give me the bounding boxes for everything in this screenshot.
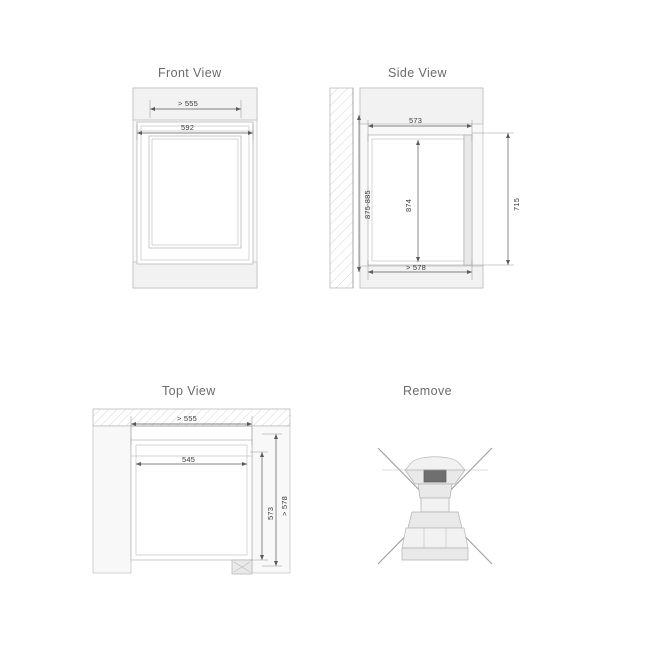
top-depth-label: 573	[266, 506, 275, 520]
front-view-title: Front View	[158, 66, 222, 80]
side-depth-bottom-label: > 578	[406, 263, 426, 272]
remove-title: Remove	[403, 384, 452, 398]
top-view-title: Top View	[162, 384, 216, 398]
side-view-title: Side View	[388, 66, 447, 80]
top-opening-width-label: > 555	[177, 414, 197, 423]
top-inner-width-label: 545	[182, 455, 196, 464]
front-opening-width-label: > 555	[178, 99, 198, 108]
side-height-range-label: 875-885	[363, 190, 372, 219]
side-outer-height-label: 715	[512, 197, 521, 211]
top-depth-min-label: > 578	[280, 496, 289, 516]
front-cabinet-width-label: 592	[181, 123, 195, 132]
side-depth-top-label: 573	[409, 116, 423, 125]
side-inner-height-label: 874	[404, 198, 413, 212]
